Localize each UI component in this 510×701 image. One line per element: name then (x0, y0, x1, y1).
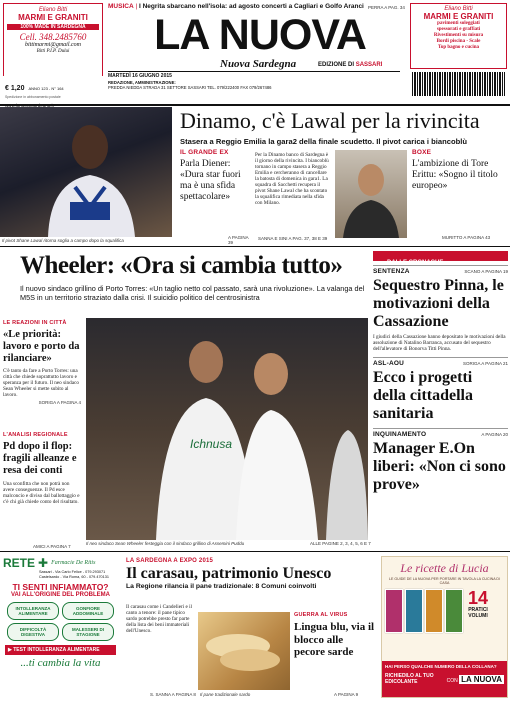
cronache-item[interactable] (373, 428, 508, 499)
grande-ex[interactable] (180, 149, 252, 245)
rete-cross-icon: ✚ (38, 556, 49, 570)
ricette-cta-brand: LA NUOVA (461, 674, 502, 684)
analisi-kicker: L'ANALISI REGIONALE (3, 432, 68, 438)
ricette-number: 14 (468, 588, 489, 608)
lawal-illustration (0, 107, 172, 237)
analisi-ref: AMICI A PAGINA 7 (33, 544, 71, 549)
rete-line: Sassari - Via Carlo Felice - 079.293071 (39, 570, 106, 574)
rete-cell: DIFFICOLTÀ DIGESTIVA (7, 623, 59, 641)
ricette-cta: RICHIEDILO AL TUO EDICOLANTE (385, 673, 434, 685)
ad-right-line: Top bagno e cucina (437, 45, 480, 50)
fax: FAX 079/267486 (240, 85, 272, 90)
masthead-bottom-rule (0, 104, 510, 106)
book-cover (445, 589, 463, 633)
expo-kicker: LA SARDEGNA A EXPO 2015 (126, 558, 214, 564)
erittu-photo (335, 150, 407, 238)
cronache-item[interactable] (373, 357, 508, 428)
section-rule-1 (0, 246, 510, 247)
top-strip[interactable]: MUSICA | I Negrita sbarcano nell'isola: ad agosto concerti a Cagliari e Golfo Aranci (108, 3, 364, 10)
ad-left-title: MARMI E GRANITI (18, 13, 88, 22)
cronache-item-body: I giudici della Cassazione hanno depositato le motivazioni della assoluzione di Natalino Barranca, accusato del sequestro dell'allevatore di Bonorva Titti Pinna. (373, 334, 506, 352)
top-strip-text: I Negrita sbarcano nell'isola: ad agosto concerti a Cagliari e Golfo Aranci (138, 3, 364, 10)
reazioni[interactable] (3, 320, 81, 428)
wheeler-headline: Wheeler: «Ora si cambia tutto» (20, 252, 343, 279)
reazioni-title: «Le priorità: lavoro e porto da rilanciare» (3, 329, 80, 364)
cronache-list (373, 265, 508, 499)
guerra-ref: A PAGINA 9 (334, 692, 359, 697)
rete-farmacie: Farmacie De Ritis (51, 560, 96, 566)
reazioni-kicker: LE REAZIONI IN CITTÀ (3, 320, 67, 326)
cronache-item-ref: SCANO A PAGINA 19 (464, 269, 508, 274)
reazioni-body: C'è tanto da fare a Porto Torres: una città che chiede soprattutto lavoro e speranza per il futuro. Il neo sindaco Sean Wheeler si mette subito al lavoro. (3, 368, 79, 398)
expo-body: Il carasau come i Candelieri e il canto a tenore: il pane tipico sardo potrebbe presto far parte della lista dei beni immateriali dell'Unesco. (126, 604, 192, 634)
cronache-item-ref: A PAGINA 20 (481, 432, 508, 437)
rete-test-text: TEST INTOLLERANZA ALIMENTARE (13, 647, 100, 654)
rete-cell: MALESSERI DI STAGIONE (62, 623, 114, 641)
ad-left-brand: Eliano Bitti (38, 7, 68, 13)
ad-right-line: Bordi piscina - Scale (436, 39, 481, 44)
grande-ex-title: Parla Diener: «Dura star fuori ma è una sfida spettacolare» (180, 159, 241, 202)
top-strip-kicker: MUSICA (108, 3, 134, 10)
tel: TEL. 079/222400 (207, 85, 240, 90)
ad-rete[interactable] (3, 556, 118, 698)
boxe[interactable] (412, 149, 508, 241)
analisi-body: Una sconfitta che non potrà non avere conseguenze. Il Pd esce malconcio e diviso dal ballottaggio e c'è chi già chiede conto del risultato. (3, 481, 80, 505)
expo-title: Il carasau, patrimonio Unesco (126, 565, 332, 582)
erittu-illustration (335, 150, 407, 238)
reazioni-ref: SORIGA A PAGINA 4 (38, 400, 81, 405)
rete-sub: VAI ALL'ORIGINE DEL PROBLEMA (11, 592, 110, 599)
lawal-photo (0, 107, 172, 237)
carasau-photo (198, 612, 290, 690)
analisi-title: Pd dopo il flop: fragili alleanze e resa dei conti (3, 441, 77, 476)
grande-ex-ref: A PAGINA 39 (228, 235, 249, 245)
ad-right-line: Rivestimenti su misura (433, 33, 484, 38)
ricette-cta-with: CON (446, 677, 458, 684)
masthead-subtitle: Nuova Sardegna (220, 58, 297, 70)
ricette-volumi: VOLUMI (468, 613, 488, 619)
rete-lines (39, 570, 118, 579)
masthead-title: LA NUOVA (154, 11, 366, 59)
svg-text:Ichnusa: Ichnusa (190, 437, 233, 451)
top-strip-ref: PERRA A PAG. 34 (368, 5, 405, 10)
barcode (412, 72, 505, 96)
rete-test: ▶ TEST INTOLLERANZA ALIMENTARE (5, 645, 116, 655)
rete-cells (7, 602, 114, 641)
dinamo-body: Per la Dinamo banco di Sardegna è il giorno della rivincita. I biancoblù tornano in campo stasera a Reggio Emilia e cercheranno di cancellare la batosta di domenica in gara1. La squadra di Sacchetti recupera il pivot Shane Lawal che ha scontato la squalifica rimediata nella sfida con Milano. (255, 152, 329, 206)
book-cover (385, 589, 403, 633)
cronache-item-title: Manager E.On liberi: «Non ci sono prove» (373, 440, 506, 493)
rete-cell: GONFIORE ADDOMINALE (62, 602, 114, 620)
rete-question: TI SENTI INFIAMMATO? (12, 582, 109, 593)
ricette-sub: LE GUIDE DE LA NUOVA PER PORTARE IN TAVOLA LA CUCINA DI CASA (388, 577, 501, 585)
wheeler-illustration (86, 318, 368, 540)
edition (318, 62, 382, 68)
rete-cell: INTOLLERANZA ALIMENTARE (7, 602, 59, 620)
grande-ex-kicker: IL GRANDE EX (180, 149, 229, 156)
date: MARTEDÌ 16 GIUGNO 2015 (108, 73, 172, 79)
ricette-cta-question: HAI PERSO QUALCHE NUMERO DELLA COLLANA? (385, 664, 497, 669)
boxe-ref: MURITTO A PAGINA 43 (442, 235, 491, 240)
cronache-item-kicker: ASL-AOU (373, 360, 405, 367)
ad-right-title: MARMI E GRANITI (423, 12, 494, 21)
guerra[interactable] (294, 612, 376, 698)
wheeler-ref: ALLE PAGINE 2, 3, 4, 5, 6 E 7 (310, 541, 371, 546)
expo-ref: S. SANNA A PAGINA 8 (150, 692, 196, 697)
analisi[interactable] (3, 432, 81, 550)
book-row (385, 589, 463, 633)
edition-label: EDIZIONE DI (318, 62, 355, 68)
masthead-rule (108, 71, 400, 72)
expo-subhead: La Regione rilancia il pane tradizionale: 8 Comuni coinvolti (126, 583, 317, 590)
cronache-item-ref: SORIGA A PAGINA 21 (463, 361, 508, 366)
ad-left-email: bittimarmi@gmail.com (24, 42, 82, 48)
wheeler-caption: Il neo sindaco Sean Wheeler festeggia con il sindaco grillino di Assemini Puddu (86, 541, 245, 546)
boxe-kicker: BOXE (412, 149, 432, 156)
cronache-item-title: Sequestro Pinna, le motivazioni della Cassazione (373, 277, 504, 330)
ad-right-line: pavimenti soleggiati (437, 21, 480, 26)
wheeler-subhead: Il nuovo sindaco grillino di Porto Torres: «Un taglio netto col passato, sarà una rivoluzione». La valanga del M5S in un territorio straziato dalla crisi. Il suicidio politico del centrosinistra (20, 284, 365, 302)
address: PREDDA NIEDDA STRADA 31 SETTORE SASSARI (108, 85, 206, 90)
lawal-caption: Il pivot Shane Lawal ritorna soglia a campo dopo la squalifica (2, 238, 124, 243)
rete-brand: RETE (3, 556, 36, 570)
price: € 1,20 (5, 85, 25, 92)
cronache-label-text: DALLE CRONACHE (387, 260, 444, 266)
ad-right-lines (413, 21, 504, 51)
carasau-caption: Il pane tradizionale sardo (200, 692, 251, 697)
dinamo-headline: Dinamo, c'è Lawal per la rivincita (180, 108, 480, 133)
postal: Spedizione in abbonamento postale (5, 95, 61, 99)
guerra-title: Lingua blu, via il blocco alle pecore sarde (294, 621, 375, 658)
redazione: REDAZIONE, AMMINISTRAZIONE: (108, 79, 176, 85)
ad-right-line: spessorati e graffiati (436, 27, 481, 32)
edition-city: SASSARI (355, 62, 383, 68)
wheeler-photo (86, 318, 368, 540)
cronache-item-kicker: SENTENZA (373, 268, 410, 275)
ricette-ad[interactable] (381, 556, 508, 698)
cronache-item-kicker: INQUINAMENTO (373, 431, 427, 438)
cronache-item[interactable] (373, 265, 508, 357)
book-cover (405, 589, 423, 633)
ad-right[interactable] (410, 3, 507, 69)
section-rule-2 (0, 551, 510, 552)
issue: ANNO 123 - N° 164 (28, 86, 64, 91)
guerra-kicker: GUERRA AL VIRUS (294, 612, 348, 618)
ad-left-address: Bitti P.I.P. Dului (36, 49, 70, 54)
boxe-title: L'ambizione di Tore Erittu: «Sogno il titolo europeo» (412, 159, 498, 191)
ad-right-brand: Eliano Bitti (444, 6, 473, 12)
masthead-info (108, 74, 408, 91)
rete-slogan: ...ti cambia la vita (20, 657, 101, 670)
ad-left-tagline: 100% MADE IN SARDEGNA (7, 24, 99, 30)
rete-line: Castelsardo - Via Roma, 60 - 079.470131 (39, 574, 110, 579)
book-cover (425, 589, 443, 633)
carasau-illustration (198, 612, 290, 690)
ricette-cta-box (382, 661, 507, 697)
ad-left-phone: Cell. 348.2485760 (19, 32, 87, 42)
dinamo-ref: SANNA E SINI A PAG. 37, 38 E 39 (258, 236, 328, 241)
ricette-title: Le ricette di Lucia (400, 561, 489, 575)
cronache-item-title: Ecco i progetti della cittadella sanitaria (373, 369, 473, 422)
cronache-label (373, 251, 508, 266)
ricette-pratici: PRATICI (468, 607, 488, 613)
price-box (3, 76, 103, 104)
dinamo-subhead: Stasera a Reggio Emilia la gara2 della finale scudetto. Il pivot carica i biancoblù (180, 137, 467, 146)
